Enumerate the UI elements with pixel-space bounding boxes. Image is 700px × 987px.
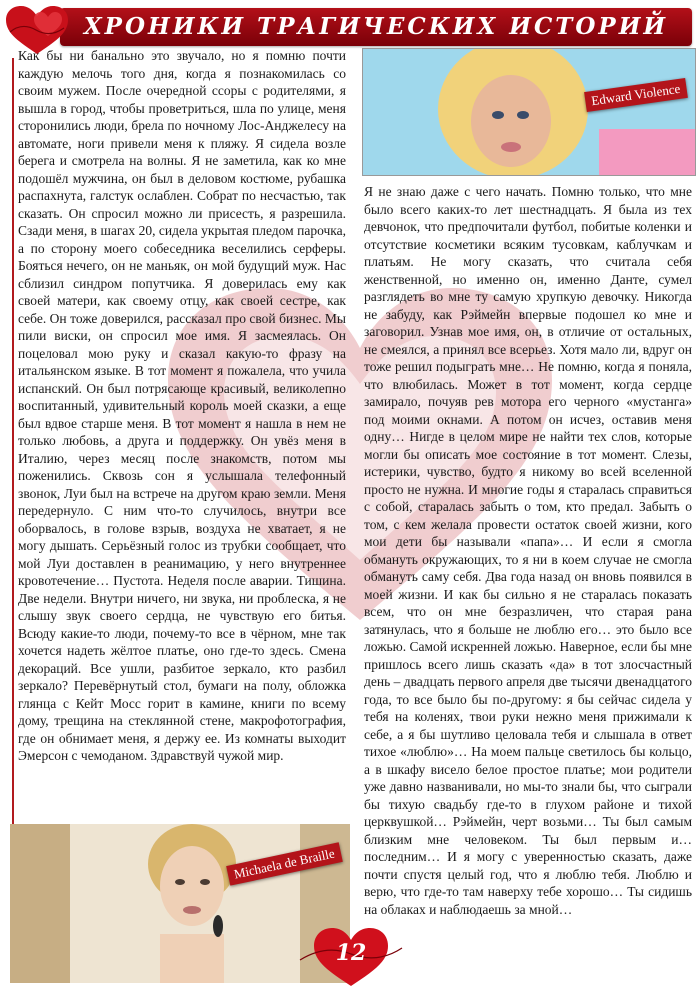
header-banner	[60, 8, 692, 46]
page-number: 12	[335, 940, 367, 966]
left-rule	[12, 58, 14, 918]
caption-edward-violence: Edward Violence	[585, 78, 688, 112]
left-column-text: Как бы ни банально это звучало, но я помню почти каждую мелочь того дня, когда я познакомилась со своим мужем. После очередной ссоры с родителями, я вышла в город, чтобы проветриться, шла по улице, меня сторонились люди, брела по ночному Лос-Анджелесу на автомате, ноги привели меня к пляжу. Я сидела возле берега и смотрела на волны. Я не заметила, как ко мне подошёл мужчина, он был в деловом костюме, рубашка распахнута, галстук ослаблен. Собрат по несчастью, так сказать. Он спросил можно ли присесть, я разрешила. Сзади меня, в шагах 20, сидела укрытая пледом парочка, а по сторону моего собеседника веселились серферы. Бояться нечего, он не маньяк, он мой будущий муж. Нас сблизил синдром попутчика. Я доверилась ему как своей матери, как своему отцу, как своей сестре, как себе. Он тоже доверился, рассказал про свой бизнес. Мы пили виски, он спросил мое имя. Я засмеялась. Он поцеловал мою руку и сказал какую-то фразу на итальянском языке. В тот момент я пожалела, что учила испанский. Он был потрясающе красивый, великолепно воспитанный, удивительный король моей сказки, а еще был вдвое старше меня. В тот момент я нашла в нем не только любовь, а друга и поддержку. Он увёз меня в Италию, через месяц после знакомств, потом мы поженились. Сквозь сон я услышала телефонный звонок, Луи был на встрече на другом краю земли. Меня передернуло. С ним что-то случилось, внутри все оборвалось, в голове взрыв, воздуха не хватает, я не могу дышать. Серьёзный голос из трубки сообщает, что мой Луи доставлен в реанимацию, у него внутреннее кровотечение… Пустота. Неделя после аварии. Тишина. Две недели. Внутри ничего, ни звука, ни проблеска, я не слышу звук своего сердца, не чувствую его битья. Всюду какие-то люди, почему-то все в чёрном, мне так хочется надеть жёлтое платье, оно где-то здесь. Смена декораций. Все ушли, разбитое зеркало, кто разбил зеркало? Перевёрнутый стол, бумаги на полу, обложка глянца с Кейт Мосс горит в камине, книги по всему дому, трещина на стеклянной стене, макрофотография, где он обнимает меня, я держу ее. Из комнаты выходит Эмерсон с чемоданом. Здравствуй чужой мир.	[18, 48, 346, 763]
portrait-image-icon	[363, 49, 695, 175]
right-column-text: Я не знаю даже с чего начать. Помню только, что мне было всего каких-то лет шестнадцать. Я была из тех девчонок, что предпочитали футбол, побитые коленки и отсутствие косметики всяким тусовкам, каблучкам и платьям. Не могу сказать, что считала себя женственной, но именно он, именно Данте, сумел разглядеть во мне ту самую хрупкую девочку. Никогда не забуду, как Рэймейн впервые подошел ко мне и заговорил. Узнав мое имя, он, в отличие от остальных, не смеялся, а принял все всерьез. Хотя мало ли, вдруг он тоже решил подыграть мне… Не помню, когда я поняла, что влюбилась. Может в тот момент, когда сердце замирало, почуяв рев мотора его черного «мустанга» под моими окнами. А потом он исчез, оставив меня одну… Нигде в целом мире не найти тех слов, которые могли бы описать мое состояние в тот момент. Слезы, истерики, чувство, будто я никому во всей вселенной просто не нужна. И многие годы я старалась справиться с собой, старалась забыть о том, кто предал. Забыть о том, с кем желала провести остаток своей жизни, кого мои дети бы называли «папа»… И если я смогла обмануть окружающих, то я ни в коем случае не смогла обмануть саму себя. Два года назад он вновь появился в моей жизни. И как бы сильно я не старалась показать всем, что он мне безразличен, что старая рана затянулась, что я больше не люблю его… это было все ложью. Самой искренней ложью. Наверное, если бы мне пришлось всего лишь сказать «да» в тот злосчастный день – двадцать первого апреля две тысячи двенадцатого года, то все было бы по-другому: я бы сейчас сидела у тебя на коленях, твои руки нежно меня прижимали к себе, а я бы шутливо целовала тебя и слышала в ответ тихое «люблю»… На моем пальце светилось бы кольцо, а в шкафу висело белое простое платье; мои родители уже давно названивали, но мы-то знали бы, что сыграли бы тихую свадьбу где-то в глухом районе и тихой церквушкой… Рэймейн, черт возьми… Ты был самым близким мне человеком. Ты был первым и… последним… И я могу с уверенностью сказать, даже почти спустя целый год, что я люблю тебя. Люблю и верю, что где-то там наверху тебе хорошо… Ты сидишь на облаках и наблюдаешь за мной…	[364, 184, 693, 917]
page-number-heart	[296, 920, 406, 987]
caption-michaela-de-braille: Michaela de Braille	[227, 842, 343, 885]
page-title: ХРОНИКИ ТРАГИЧЕСКИХ ИСТОРИЙ	[83, 13, 669, 40]
photo-edward-violence	[362, 48, 696, 176]
